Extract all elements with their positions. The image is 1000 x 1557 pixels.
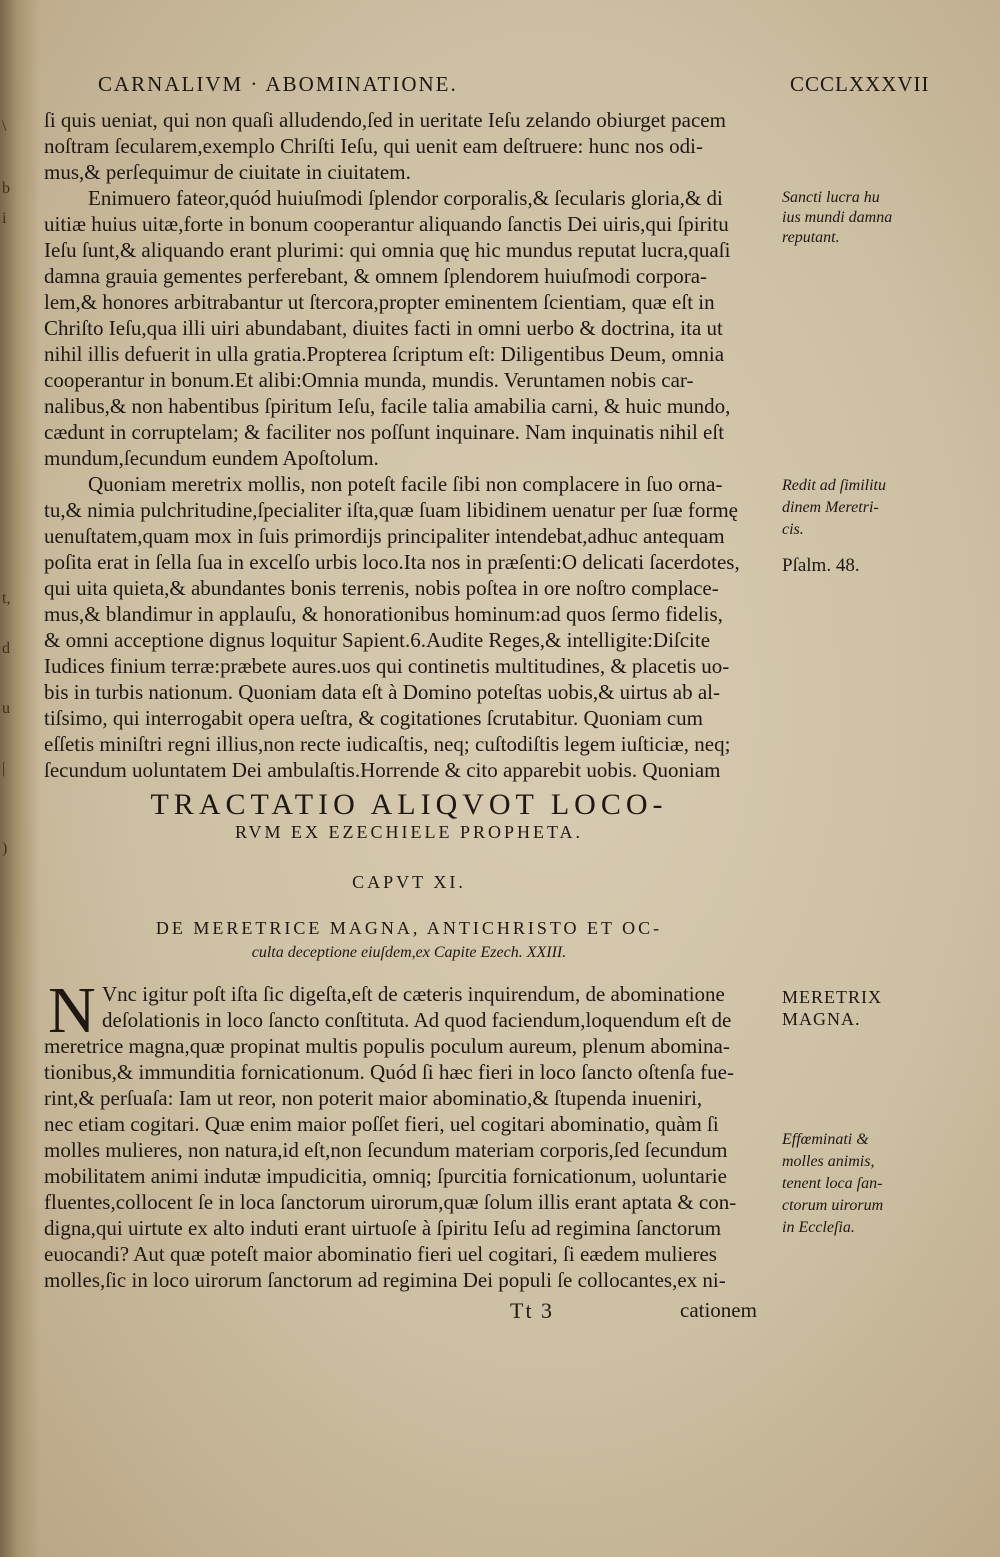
catchword: cationem	[680, 1298, 757, 1322]
margin-note: molles animis,	[782, 1153, 875, 1170]
text-line: qui uita quieta,& abundantes bonis terrenis, nobis poſtea in ore noſtro complace-	[44, 576, 719, 600]
text-line: Iudices finium terræ:præbete aures.uos qui continetis multitudines, & placetis uo-	[44, 654, 730, 678]
text-line: cædunt in corruptelam; & faciliter nos poſſunt inquinare. Nam inquinatis nihil eſt	[44, 420, 725, 444]
text-line: uitiæ huius uitæ,forte in bonum cooperantur aliquando ſanctis Dei uiris,qui ſpiritu	[44, 212, 729, 236]
text-line: ſi quis ueniat, qui non quaſi alludendo,ſed in ueritate Ieſu zelando obiurget pacem	[44, 108, 726, 132]
signature-mark: Tt 3	[510, 1298, 555, 1323]
text-line: uenuſtatem,quam mox in ſuis primordijs principaliter intendebat,adhuc antequam	[44, 524, 725, 548]
folio-number: CCCLXXXVII	[790, 72, 930, 96]
running-head: CARNALIVM · ABOMINATIONE.	[98, 72, 458, 96]
margin-note: tenent loca ſan-	[782, 1175, 883, 1192]
text-line: poſita erat in ſella ſua in excelſo urbis loco.Ita nos in præſenti:O delicati ſacerdotes,	[44, 550, 740, 574]
text-line: nalibus,& non habentibus ſpiritum Ieſu, facile talia amabilia carni, & huic mundo,	[44, 394, 731, 418]
margin-note: Redit ad ſimilitu	[782, 477, 886, 494]
text-line: deſolationis in loco ſancto conſtituta. Ad quod faciendum,loquendum eſt de	[102, 1008, 732, 1032]
text-line: nec etiam cogitari. Quæ enim maior poſſet fieri, uel cogitari abominatio, quàm ſi	[44, 1112, 719, 1136]
page-gutter	[0, 0, 40, 1557]
text-line: eſſetis miniſtri regni illius,non recte iudicaſtis, neq; cuſtodiſtis legem iuſticiæ, neq;	[44, 732, 731, 756]
gutter-fragment: u	[2, 700, 10, 717]
text-line: Enimuero fateor,quód huiuſmodi ſplendor corporalis,& ſecularis gloria,& di	[88, 186, 723, 210]
text-line: mus,& perſequimur de ciuitate in ciuitatem.	[44, 160, 411, 184]
margin-note: Pſalm. 48.	[782, 555, 860, 576]
margin-note: ctorum uirorum	[782, 1197, 884, 1214]
text-line: molles mulieres, non natura,id eſt,non ſecundum materiam corporis,ſed ſecundum	[44, 1138, 728, 1162]
text-line: Quoniam meretrix mollis, non poteſt facile ſibi non complacere in ſuo orna-	[88, 472, 723, 496]
margin-note: MERETRIX	[782, 987, 882, 1007]
text-line: tu,& nimia pulchritudine,ſpecialiter iſta,quæ ſuam libidinem uenatur per ſuæ formę	[44, 498, 738, 522]
treatise-title: TRACTATIO ALIQVOT LOCO-	[150, 788, 668, 821]
chapter-rubric-continuation: culta deceptione eiuſdem,ex Capite Ezech. XXIII.	[251, 944, 567, 961]
text-line: Chriſto Ieſu,qua illi uiri abundabant, diuites facti in omni uerbo & doctrina, ita ut	[44, 316, 723, 340]
text-line: euocandi? Aut quæ poteſt maior abominatio fieri uel cogitari, ſi eædem mulieres	[44, 1242, 717, 1266]
text-line: nihil illis defuerit in ulla gratia.Propterea ſcriptum eſt: Diligentibus Deum, omnia	[44, 342, 725, 366]
margin-note: ius mundi damna	[782, 209, 893, 226]
text-line: digna,qui uirtute ex alto induti erant uirtuoſe à ſpiritu Ieſu ad regimina ſanctorum	[44, 1216, 722, 1240]
text-line: bis in turbis nationum. Quoniam data eſt à Domino poteſtas uobis,& uirtus ab al-	[44, 680, 720, 704]
text-line: ſecundum uoluntatem Dei ambulaſtis.Horrende & cito apparebit uobis. Quoniam	[44, 758, 721, 782]
text-line: tionibus,& immunditia fornicationum. Quód ſi hæc fieri in loco ſancto oſtenſa fue-	[44, 1060, 734, 1084]
margin-note: dinem Meretri-	[782, 499, 879, 516]
text-line: meretrice magna,quæ propinat multis populis poculum aureum, plenum abomina-	[44, 1034, 730, 1058]
margin-note: MAGNA.	[782, 1009, 861, 1029]
text-line: Ieſu ſunt,& aliquando erant plurimi: qui omnia quę hic mundus reputat lucra,quaſi	[44, 238, 731, 262]
text-line: damna grauia gementes perferebant, & omnem ſplendorem huiuſmodi corpora-	[44, 264, 708, 288]
text-line: cooperantur in bonum.Et alibi:Omnia munda, mundis. Veruntamen nobis car-	[44, 368, 694, 392]
gutter-fragment: d	[2, 640, 10, 657]
drop-capital: N	[48, 974, 96, 1047]
text-line: tiſsimo, qui interrogabit opera ueſtra, & cogitationes ſcrutabitur. Quoniam cum	[44, 706, 704, 730]
margin-note: Sancti lucra hu	[782, 189, 880, 206]
text-line: mus,& blandimur in applauſu, & honorationibus hominum:ad quos ſermo fidelis,	[44, 602, 723, 626]
gutter-fragment: t,	[2, 590, 11, 607]
chapter-rubric: DE MERETRICE MAGNA, ANTICHRISTO ET OC-	[155, 918, 663, 938]
text-line: rint,& perſuaſa: Iam ut reor, non poterit maior abominatio,& ſtupenda inueniri,	[44, 1086, 703, 1110]
chapter-heading: CAPVT XI.	[352, 872, 466, 892]
margin-note: reputant.	[782, 229, 840, 246]
text-line: & omni acceptione dignus loquitur Sapient.6.Audite Reges,& intelligite:Diſcite	[44, 628, 711, 652]
gutter-fragment: |	[2, 760, 6, 777]
text-line: mundum,ſecundum eundem Apoſtolum.	[44, 446, 379, 470]
gutter-fragment: b	[2, 180, 10, 197]
text-line: Vnc igitur poſt iſta ſic digeſta,eſt de cæteris inquirendum, de abominatione	[102, 982, 725, 1006]
margin-note: in Eccleſia.	[782, 1219, 855, 1236]
treatise-subtitle: RVM EX EZECHIELE PROPHETA.	[234, 822, 584, 842]
gutter-fragment: \	[2, 118, 7, 135]
text-line: fluentes,collocent ſe in loca ſanctorum uirorum,quæ ſolum illis erant aptata & con-	[44, 1190, 737, 1214]
text-line: noſtram ſecularem,exemplo Chriſti Ieſu, qui uenit eam deſtruere: hunc nos odi-	[44, 134, 703, 158]
text-line: lem,& honores arbitrabantur ut ſtercora,propter eminentem ſcientiam, quæ eſt in	[44, 290, 715, 314]
margin-note: cis.	[782, 521, 804, 538]
gutter-fragment: )	[2, 840, 8, 857]
text-line: mobilitatem animi indutæ impudicitia, omniq; ſpurcitia fornicationum, uoluntarie	[44, 1164, 727, 1188]
text-line: molles,ſic in loco uirorum ſanctorum ad regimina Dei populi ſe collocantes,ex ni-	[44, 1268, 726, 1292]
gutter-fragment: i	[2, 210, 7, 227]
margin-note: Effœminati &	[782, 1131, 869, 1148]
